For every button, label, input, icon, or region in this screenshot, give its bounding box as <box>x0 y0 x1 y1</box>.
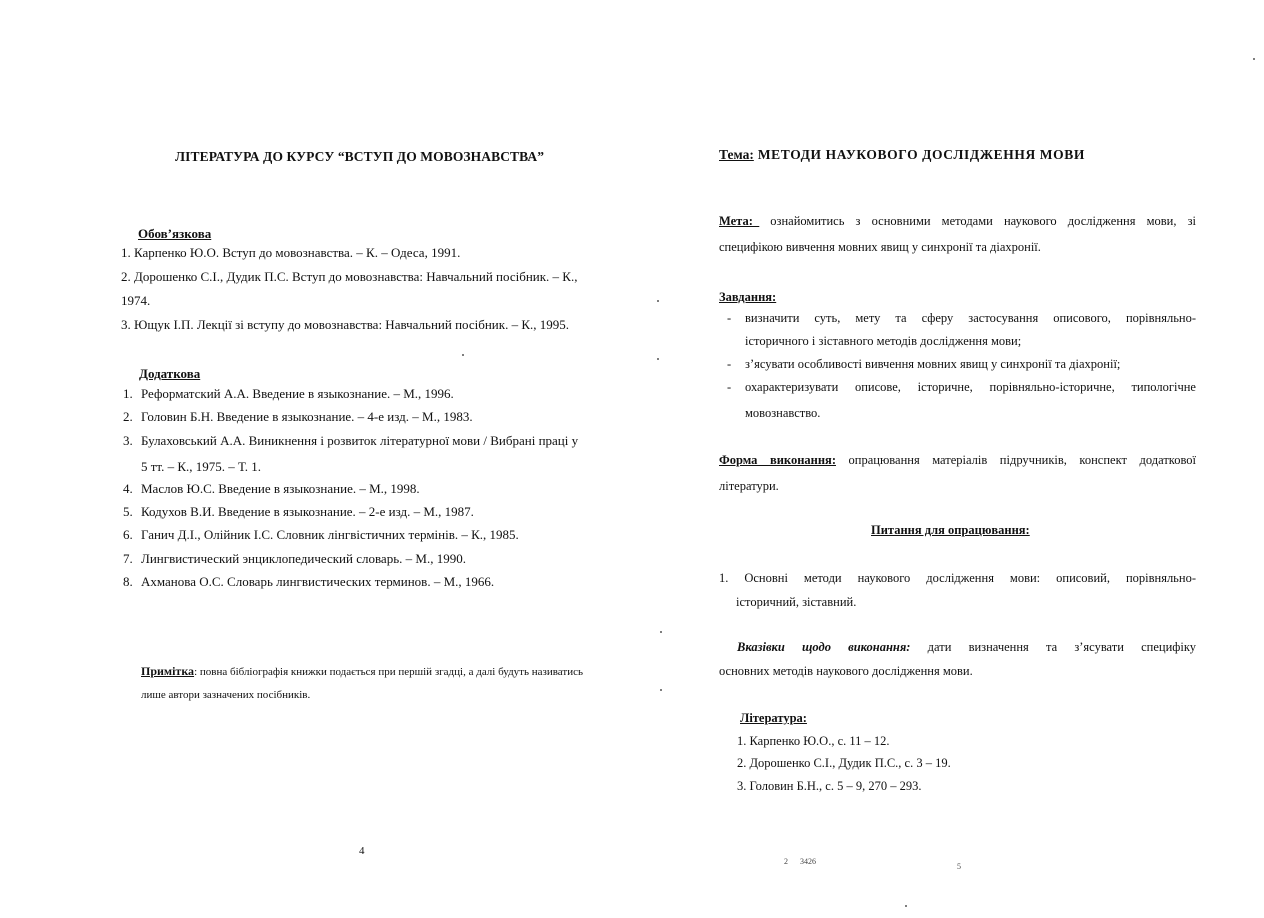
page-number: 4 <box>359 845 365 857</box>
required-item-continuation: 1974. <box>121 293 151 308</box>
scan-speck <box>660 631 662 633</box>
literature-heading: Література: <box>740 711 807 725</box>
goal-text: ознайомитись з основними методами наукового дослідження мови, зі <box>770 214 1197 228</box>
tasks-heading: Завдання: <box>719 290 777 304</box>
footer-mark: 3426 <box>800 857 816 866</box>
page-title: ЛІТЕРАТУРА ДО КУРСУ “ВСТУП ДО МОВОЗНАВСТВА” <box>175 149 545 164</box>
question-item: 1. Основні методи наукового дослідження мови: описовий, порівняльно- <box>719 571 1196 585</box>
footnote-label: Примітка <box>141 664 195 678</box>
footer-mark: 2 <box>784 857 788 866</box>
item-text: Маслов Ю.С. Введение в языкознание. – М., 1998. <box>141 481 420 496</box>
goal-label: Мета:_ <box>719 214 760 228</box>
literature-item: 1. Карпенко Ю.О., с. 11 – 12. <box>737 734 890 748</box>
bullet-dash: - <box>727 357 732 371</box>
task-item: визначити суть, мету та сферу застосування описового, порівняльно- <box>745 311 1196 325</box>
bullet-dash: - <box>727 380 732 394</box>
item-number: 2. <box>123 409 133 424</box>
right-page <box>632 0 1264 918</box>
item-number: 3. <box>123 433 133 448</box>
form-line-2: літератури. <box>719 479 779 493</box>
additional-item <box>123 409 473 425</box>
theme-text: МЕТОДИ НАУКОВОГО ДОСЛІДЖЕННЯ МОВИ <box>757 147 1085 162</box>
scan-speck <box>657 358 659 360</box>
item-number: 1. <box>123 386 133 401</box>
literature-item: 3. Головин Б.Н., с. 5 – 9, 270 – 293. <box>737 779 922 793</box>
item-text: Кодухов В.И. Введение в языкознание. – 2-е изд. – М., 1987. <box>141 504 474 519</box>
item-text: Лингвистический энциклопедический словарь. – М., 1990. <box>141 551 466 566</box>
form-line <box>719 453 1196 468</box>
hints-line-2: основних методів наукового дослідження мови. <box>719 664 973 678</box>
theme-label: Тема: <box>719 147 754 162</box>
bullet-dash: - <box>727 311 732 325</box>
additional-heading: Додаткова <box>139 366 201 381</box>
goal-line-2: специфікою вивчення мовних явищ у синхронії та діахронії. <box>719 240 1041 254</box>
question-item-continuation: історичний, зіставний. <box>736 595 857 609</box>
additional-item <box>123 433 578 449</box>
item-text: Булаховський А.А. Виникнення і розвиток літературної мови / Вибрані праці у <box>141 433 579 448</box>
required-item: 3. Ющук І.П. Лекції зі вступу до мовознавства: Навчальний посібник. – К., 1995. <box>121 317 569 332</box>
item-text: Головин Б.Н. Введение в языкознание. – 4-е изд. – М., 1983. <box>141 409 473 424</box>
required-heading: Обов’язкова <box>138 226 212 241</box>
scan-speck <box>1253 58 1255 60</box>
footer-mark: 5 <box>957 862 961 871</box>
task-item: охарактеризувати описове, історичне, порівняльно-історичне, типологічне <box>745 380 1196 394</box>
hints-line <box>737 640 1196 655</box>
required-item: 1. Карпенко Ю.О. Вступ до мовознавства. – К. – Одеса, 1991. <box>121 245 461 260</box>
additional-item-continuation <box>123 459 261 475</box>
questions-heading: Питання для опрацювання: <box>871 523 1030 537</box>
additional-item <box>123 551 466 567</box>
item-text: Реформатский А.А. Введение в языкознание. – М., 1996. <box>141 386 454 401</box>
additional-item <box>123 527 519 543</box>
item-number: 7. <box>123 551 133 566</box>
hints-label: Вказівки щодо виконання: <box>737 640 911 654</box>
theme-line <box>719 147 1085 163</box>
item-text: Ахманова О.С. Словарь лингвистических терминов. – М., 1966. <box>141 574 495 589</box>
task-item-continuation: мовознавство. <box>745 406 821 420</box>
goal-line <box>719 214 1196 229</box>
footnote <box>141 660 601 707</box>
scan-speck <box>905 905 907 907</box>
item-number: 6. <box>123 527 133 542</box>
item-number: 5. <box>123 504 133 519</box>
scan-speck <box>657 300 659 302</box>
literature-item: 2. Дорошенко С.І., Дудик П.С., с. 3 – 19. <box>737 756 951 770</box>
form-label: Форма виконання: <box>719 453 836 467</box>
form-text: опрацювання матеріалів підручників, конспект додаткової <box>848 453 1197 467</box>
task-item-continuation: історичного і зіставного методів дослідження мови; <box>745 334 1022 348</box>
item-number: 4. <box>123 481 133 496</box>
item-text: 5 тт. – К., 1975. – Т. 1. <box>141 459 261 474</box>
footnote-text: : повна бібліографія книжки подається при першій згадці, а далі будуть називатись лише автори зазначених посібників. <box>141 666 583 701</box>
additional-item <box>123 574 494 590</box>
scan-speck <box>660 689 662 691</box>
hints-text: дати визначення та з’ясувати специфіку <box>927 640 1196 654</box>
additional-item <box>123 504 474 520</box>
scan-speck <box>462 354 464 356</box>
additional-item <box>123 481 420 497</box>
item-text: Ганич Д.І., Олійник І.С. Словник лінгвістичних термінів. – К., 1985. <box>141 527 519 542</box>
required-item: 2. Дорошенко С.І., Дудик П.С. Вступ до мовознавства: Навчальний посібник. – К., <box>121 269 578 284</box>
task-item: з’ясувати особливості вивчення мовних явищ у синхронії та діахронії; <box>745 357 1121 371</box>
additional-item <box>123 386 454 402</box>
item-number: 8. <box>123 574 133 589</box>
